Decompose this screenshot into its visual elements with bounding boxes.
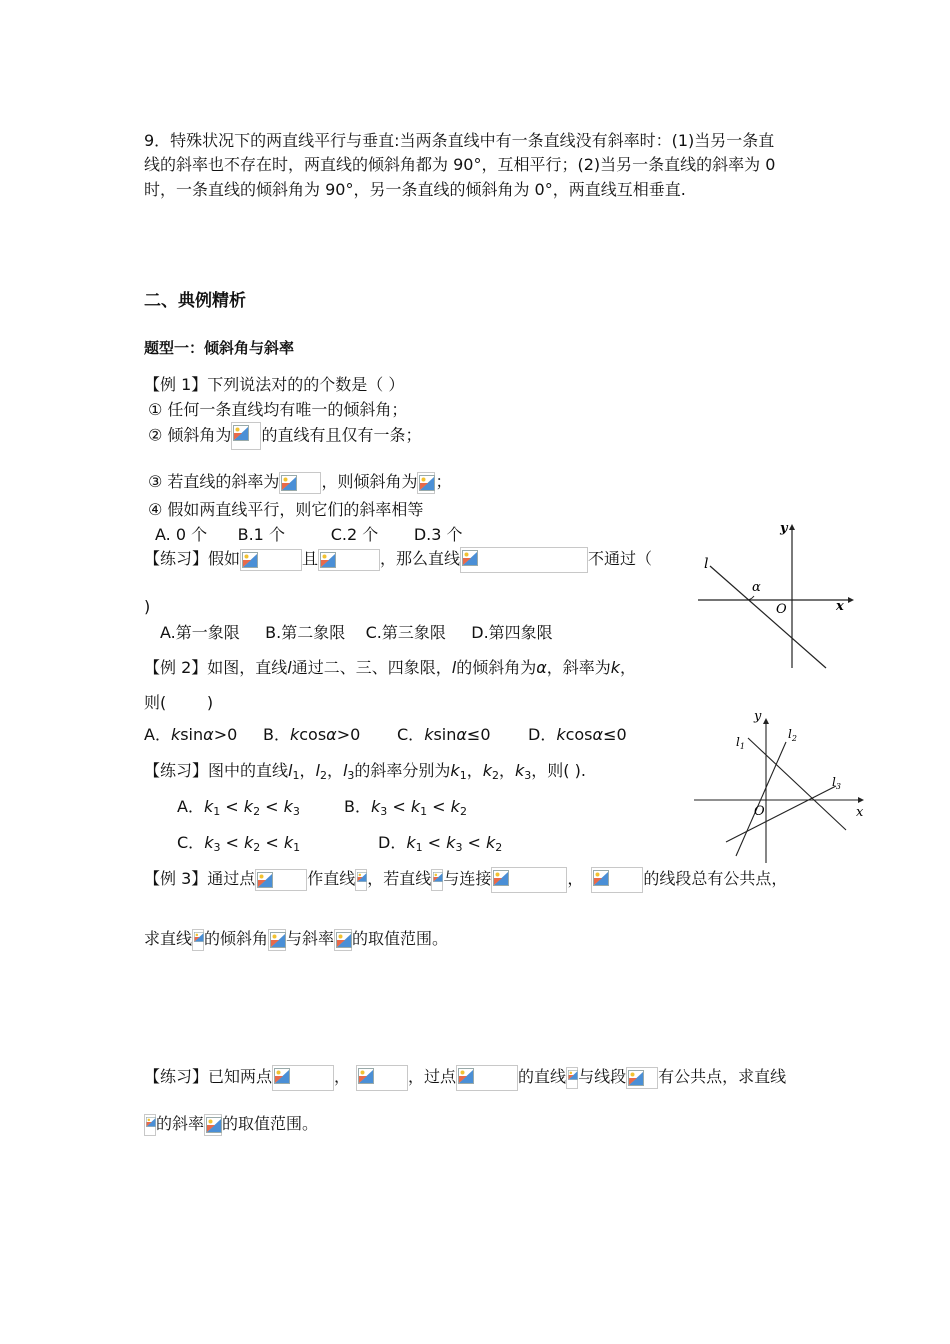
ex2-l2: l bbox=[451, 658, 457, 677]
label-l2 bbox=[788, 727, 797, 743]
formula-image bbox=[626, 1067, 658, 1089]
fn: sin bbox=[433, 725, 457, 744]
pr3-text-h: 的取值范围。 bbox=[222, 1114, 319, 1133]
broken-image-icon bbox=[233, 425, 249, 441]
formula-image bbox=[318, 549, 380, 571]
alpha: α bbox=[203, 725, 214, 744]
broken-image-icon bbox=[493, 870, 509, 886]
formula-image bbox=[279, 472, 321, 494]
formula-image bbox=[591, 867, 643, 893]
rel: >0 bbox=[213, 725, 238, 744]
broken-image-icon bbox=[270, 932, 286, 948]
ex3-line1 bbox=[144, 866, 787, 893]
broken-image-icon bbox=[462, 550, 478, 566]
broken-image-icon bbox=[628, 1070, 644, 1086]
l2: l bbox=[788, 727, 792, 741]
x-axis-arrow bbox=[858, 797, 864, 803]
ex1-s3-text-c: ； bbox=[435, 472, 452, 491]
broken-image-icon bbox=[320, 552, 336, 568]
ex3-text-a: 【例 3】通过点 bbox=[144, 869, 256, 888]
fn: cos bbox=[565, 725, 593, 744]
rel: ≤0 bbox=[603, 725, 627, 744]
label: D． bbox=[528, 725, 557, 744]
pr2-option-a: A．$k_1 < k_2 < k_3$ bbox=[177, 797, 300, 818]
item9-line2: 线的斜率也不存在时，两直线的倾斜角都为 90°，互相平行；(2)当另一条直线的斜率为 0 bbox=[144, 155, 776, 174]
ex2-k: k bbox=[610, 658, 621, 677]
alpha: α bbox=[456, 725, 467, 744]
l3: l bbox=[832, 775, 836, 789]
line-l3 bbox=[726, 786, 836, 842]
figure-three-lines bbox=[690, 708, 870, 868]
ex1-options: A. 0 个 B.1 个 C.2 个 D.3 个 bbox=[155, 525, 463, 544]
label-alpha: α bbox=[752, 580, 761, 595]
ex3-text-g: 求直线 bbox=[144, 929, 193, 948]
formula-image bbox=[144, 1114, 156, 1136]
broken-image-icon bbox=[281, 475, 297, 491]
pr3-text-c: ，过点 bbox=[408, 1067, 457, 1086]
label-y: y bbox=[754, 709, 762, 724]
broken-image-icon bbox=[357, 872, 367, 882]
broken-image-icon bbox=[206, 1117, 222, 1133]
y-axis-arrow bbox=[763, 718, 769, 724]
pr2-text-a: 【练习】图中的直线 bbox=[144, 761, 289, 780]
x-axis-arrow bbox=[848, 597, 854, 603]
pr2-text-c: ，则( ). bbox=[531, 761, 586, 780]
formula-image bbox=[204, 1114, 222, 1136]
label: A． bbox=[144, 725, 171, 744]
k: k bbox=[170, 725, 181, 744]
k: k bbox=[556, 725, 566, 744]
pr3-text-b: ， bbox=[334, 1067, 351, 1086]
ex1-s2-text-a: ② 倾斜角为 bbox=[148, 425, 232, 445]
ex2-text-d: ，斜率为 bbox=[546, 658, 611, 677]
item9-line1: 9．特殊状况下的两直线平行与垂直:当两条直线中有一条直线没有斜率时：(1)当另一条直 bbox=[144, 131, 775, 150]
label: B． bbox=[263, 725, 290, 744]
formula-image bbox=[334, 929, 352, 951]
formula-image bbox=[355, 869, 367, 891]
broken-image-icon bbox=[568, 1070, 578, 1080]
formula-image bbox=[491, 867, 567, 893]
ex1-statement-1: ① 任何一条直线均有唯一的倾斜角； bbox=[148, 400, 408, 419]
label: D． bbox=[378, 833, 407, 852]
pr3-text-e: 与线段 bbox=[578, 1067, 627, 1086]
pr1-text-c: ，那么直线 bbox=[380, 549, 461, 568]
line-l bbox=[710, 566, 826, 668]
rel: >0 bbox=[336, 725, 361, 744]
ex2-line bbox=[144, 655, 636, 678]
formula-image bbox=[460, 547, 588, 573]
practice3-line2 bbox=[144, 1111, 318, 1136]
ex1-statement-4: ④ 假如两直线平行，则它们的斜率相等 bbox=[148, 500, 424, 519]
ex3-text-c: ，若直线 bbox=[367, 869, 432, 888]
formula-image bbox=[268, 929, 286, 951]
pr3-text-g: 的斜率 bbox=[156, 1114, 205, 1133]
pr2-option-d: D．$k_1 < k_3 < k_2$ bbox=[378, 833, 503, 854]
practice3-line1 bbox=[144, 1064, 786, 1091]
ex2-text-b: 通过二、三、四象限， bbox=[291, 658, 452, 677]
label: C． bbox=[177, 833, 205, 852]
label: C． bbox=[397, 725, 425, 744]
pr2-option-c: C．$k_3 < k_2 < k_1$ bbox=[177, 833, 301, 854]
label-x: x bbox=[836, 599, 844, 614]
broken-image-icon bbox=[146, 1117, 156, 1127]
fn: sin bbox=[180, 725, 204, 744]
broken-image-icon bbox=[358, 1068, 374, 1084]
ex3-text-j: 的取值范围。 bbox=[352, 929, 449, 948]
label-origin: O bbox=[776, 602, 787, 617]
ex2-text-a: 【例 2】如图，直线 bbox=[144, 658, 288, 677]
ex3-text-i: 与斜率 bbox=[286, 929, 335, 948]
formula-image bbox=[192, 929, 204, 951]
label-origin: O bbox=[754, 804, 765, 819]
ex3-text-f: 的线段总有公共点， bbox=[643, 869, 788, 888]
ex3-text-b: 作直线 bbox=[307, 869, 356, 888]
broken-image-icon bbox=[336, 932, 352, 948]
formula-image bbox=[431, 869, 443, 891]
ex3-line2 bbox=[144, 926, 448, 951]
ex2-text-e: ， bbox=[620, 658, 637, 677]
l3-sub: 3 bbox=[835, 782, 841, 791]
formula-image bbox=[255, 869, 307, 891]
fn: cos bbox=[299, 725, 327, 744]
ex2-l: l bbox=[287, 658, 292, 677]
label-l1 bbox=[736, 735, 745, 751]
broken-image-icon bbox=[194, 932, 204, 942]
pr3-text-d: 的直线 bbox=[518, 1067, 567, 1086]
broken-image-icon bbox=[242, 552, 258, 568]
figure-line-l bbox=[690, 518, 860, 678]
practice2-line: 【练习】图中的直线$l_1$，$l_2$，$l_3$的斜率分别为$k_1$，$k_2$，$k_3$，则( ). bbox=[144, 761, 586, 782]
y-axis-arrow bbox=[789, 524, 795, 530]
ex2-option-c bbox=[397, 722, 491, 745]
ex2-option-a bbox=[144, 722, 237, 745]
formula-image bbox=[272, 1065, 334, 1091]
ex2-option-d bbox=[528, 722, 627, 745]
ex1-s2-text-b: 的直线有且仅有一条； bbox=[261, 425, 422, 445]
pr3-text-f: 有公共点，求直线 bbox=[658, 1067, 787, 1086]
broken-image-icon bbox=[593, 870, 609, 886]
formula-image bbox=[417, 472, 435, 494]
alpha: α bbox=[592, 725, 604, 744]
l2-sub: 2 bbox=[791, 734, 797, 743]
broken-image-icon bbox=[419, 475, 435, 491]
item9-line3: 时，一条直线的倾斜角为 90°，另一条直线的倾斜角为 0°，两直线互相垂直. bbox=[144, 180, 686, 199]
ex1-s3-text-a: ③ 若直线的斜率为 bbox=[148, 472, 280, 491]
formula-image bbox=[456, 1065, 518, 1091]
rel: ≤0 bbox=[466, 725, 491, 744]
formula-image bbox=[231, 422, 261, 450]
pr1-text-d: 不通过（ bbox=[588, 549, 653, 568]
label-y: y bbox=[780, 521, 788, 536]
pr3-text-a: 【练习】已知两点 bbox=[144, 1067, 273, 1086]
formula-image bbox=[566, 1067, 578, 1089]
line-l2 bbox=[736, 742, 786, 856]
label-l: l bbox=[704, 556, 709, 572]
k: k bbox=[289, 725, 300, 744]
section-title: 二、典例精析 bbox=[144, 291, 246, 311]
ex2-alpha: α bbox=[536, 658, 547, 677]
label: B． bbox=[344, 797, 371, 816]
k: k bbox=[424, 725, 434, 744]
ex1-title: 【例 1】下列说法对的的个数是（ ） bbox=[144, 375, 405, 394]
formula-image bbox=[356, 1065, 408, 1091]
alpha: α bbox=[326, 725, 337, 744]
broken-image-icon bbox=[257, 872, 273, 888]
ex2-option-b bbox=[263, 722, 360, 745]
ex3-text-h: 的倾斜角 bbox=[204, 929, 269, 948]
l1-sub: 1 bbox=[739, 742, 745, 751]
label-l3 bbox=[832, 775, 841, 791]
ex3-text-d: 与连接 bbox=[443, 869, 492, 888]
broken-image-icon bbox=[458, 1068, 474, 1084]
formula-image bbox=[240, 549, 302, 571]
l1: l bbox=[736, 735, 740, 749]
ex3-text-e: ， bbox=[567, 869, 584, 888]
practice1-close: ) bbox=[144, 597, 151, 616]
label: A． bbox=[177, 797, 204, 816]
ex2-then: 则( ) bbox=[144, 693, 214, 712]
broken-image-icon bbox=[274, 1068, 290, 1084]
pr2-text-b: 的斜率分别为 bbox=[354, 761, 451, 780]
broken-image-icon bbox=[433, 872, 443, 882]
type1-title: 题型一：倾斜角与斜率 bbox=[144, 339, 295, 357]
pr1-text-b: 且 bbox=[302, 549, 319, 568]
pr2-option-b: B．$k_3 < k_1 < k_2$ bbox=[344, 797, 467, 818]
ex1-s3-text-b: ，则倾斜角为 bbox=[321, 472, 418, 491]
practice1-options: A.第一象限 B.第二象限 C.第三象限 D.第四象限 bbox=[160, 623, 553, 642]
label-x: x bbox=[856, 805, 864, 820]
ex2-text-c: 的倾斜角为 bbox=[456, 658, 537, 677]
ex1-statement-2 bbox=[148, 422, 421, 450]
pr1-text-a: 【练习】假如 bbox=[144, 549, 241, 568]
ex1-statement-3 bbox=[148, 469, 451, 494]
practice1-line bbox=[144, 546, 652, 573]
